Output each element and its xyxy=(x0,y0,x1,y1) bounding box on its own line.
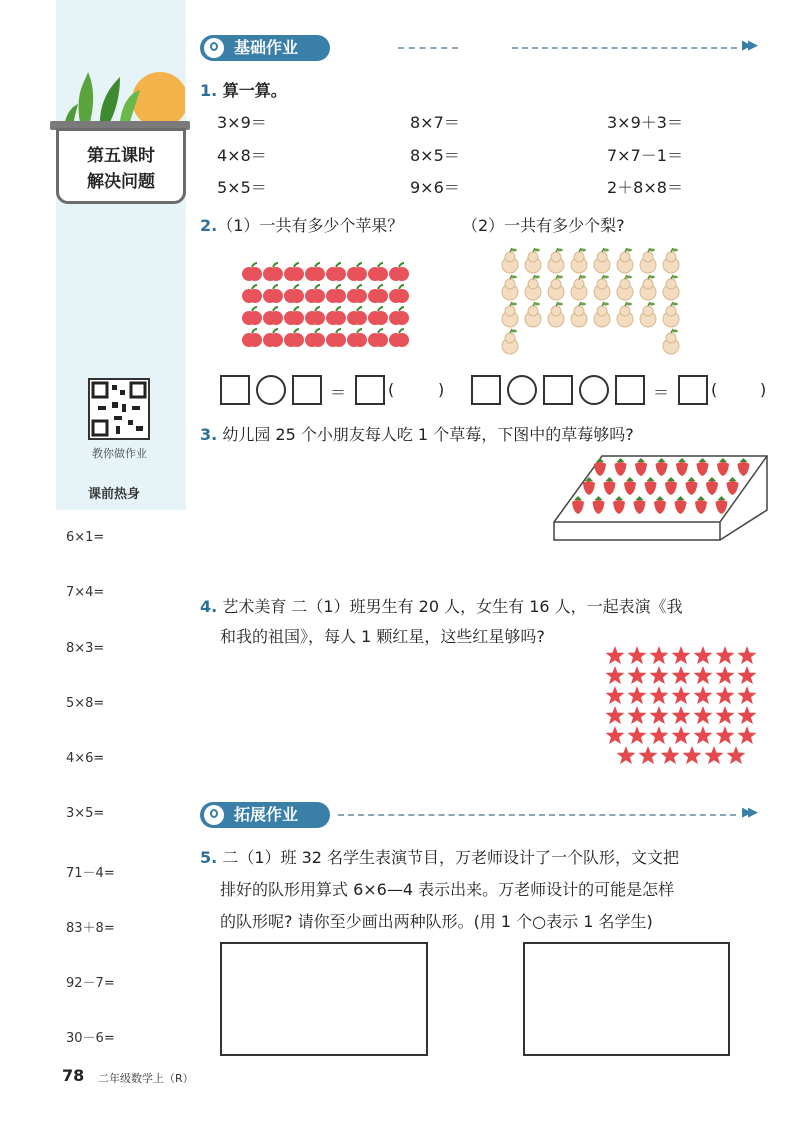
star-icon xyxy=(694,686,713,704)
star-icon xyxy=(716,686,735,704)
pear-icon xyxy=(548,275,564,300)
star-icon xyxy=(716,646,735,664)
apple-icon xyxy=(305,285,325,303)
warmup-item: 7×4= xyxy=(66,585,105,600)
unit-paren-open: ( xyxy=(711,380,718,399)
pear-icon xyxy=(502,248,518,273)
star-icon xyxy=(606,726,625,744)
apple-icon xyxy=(347,263,367,281)
calc-item: 3×9＋3＝ xyxy=(607,113,683,132)
answer-box[interactable] xyxy=(220,375,250,405)
pear-icon xyxy=(502,275,518,300)
star-icon xyxy=(705,746,724,764)
calc-item: 2＋8×8＝ xyxy=(607,178,683,197)
q1-heading xyxy=(200,78,287,101)
star-icon xyxy=(650,706,669,724)
warmup-item: 92－7= xyxy=(66,976,115,991)
star-icon xyxy=(650,726,669,744)
apple-icon xyxy=(326,263,346,281)
apple-icon xyxy=(389,263,409,281)
star-icon xyxy=(716,706,735,724)
q5-line3: 的队形呢? 请你至少画出两种队形。(用 1 个○表示 1 名学生) xyxy=(220,912,653,931)
drawing-area-2[interactable] xyxy=(523,942,730,1056)
qr-code[interactable] xyxy=(88,378,150,440)
pear-icon xyxy=(502,302,518,327)
star-icon xyxy=(606,646,625,664)
star-icon xyxy=(727,746,746,764)
star-icon xyxy=(628,646,647,664)
apple-icon xyxy=(284,307,304,325)
answer-box[interactable] xyxy=(543,375,573,405)
star-icon xyxy=(672,646,691,664)
calc-item: 3×9＝ xyxy=(217,113,267,132)
warmup-item: 5×8= xyxy=(66,696,105,711)
apple-icon xyxy=(305,307,325,325)
operator-circle[interactable] xyxy=(507,375,537,405)
lightbulb-icon xyxy=(204,805,224,825)
star-icon xyxy=(694,726,713,744)
warmup-title: 课前热身 xyxy=(88,487,141,502)
warmup-item: 83＋8= xyxy=(66,921,115,936)
q2-number: 2. xyxy=(200,216,218,235)
apple-icon xyxy=(263,285,283,303)
pear-icon xyxy=(640,248,656,273)
lightbulb-icon xyxy=(204,38,224,58)
lesson-title-line2: 解决问题 xyxy=(87,172,155,192)
apple-icon xyxy=(389,329,409,347)
apple-icon xyxy=(284,285,304,303)
star-icon xyxy=(672,686,691,704)
apple-icon xyxy=(368,285,388,303)
apple-icon xyxy=(326,285,346,303)
plant-illustration xyxy=(60,62,185,124)
star-icon xyxy=(716,666,735,684)
star-icon xyxy=(738,706,757,724)
operator-circle[interactable] xyxy=(579,375,609,405)
star-icon xyxy=(650,666,669,684)
apple-icon xyxy=(305,263,325,281)
qr-caption: 教你做作业 xyxy=(92,447,147,460)
q2-part1-text: （1）一共有多少个苹果？ xyxy=(217,216,404,235)
extended-homework-header xyxy=(200,802,330,828)
pear-icon xyxy=(571,248,587,273)
apple-icon xyxy=(263,263,283,281)
star-icon xyxy=(694,646,713,664)
pear-icon xyxy=(663,248,679,273)
calc-item: 5×5＝ xyxy=(217,178,267,197)
pear-icon xyxy=(617,248,633,273)
unit-paren-open: ( xyxy=(388,380,395,399)
star-icon xyxy=(738,646,757,664)
pear-icon xyxy=(663,275,679,300)
star-icon xyxy=(738,666,757,684)
q1-title: 算一算。 xyxy=(222,81,287,100)
answer-box[interactable] xyxy=(471,375,501,405)
calc-item: 7×7－1＝ xyxy=(607,146,683,165)
q2-part1 xyxy=(200,213,403,236)
divider xyxy=(338,814,736,816)
pear-icon xyxy=(594,275,610,300)
page-number: 78 xyxy=(62,1066,85,1085)
apple-icon xyxy=(242,285,262,303)
star-icon xyxy=(628,706,647,724)
double-arrow-icon: ▶▶ xyxy=(742,38,754,53)
star-icon xyxy=(650,646,669,664)
pear-icon xyxy=(663,302,679,327)
q4-line1 xyxy=(200,594,683,617)
star-icon xyxy=(628,686,647,704)
star-icon xyxy=(606,706,625,724)
divider xyxy=(512,47,737,49)
apple-icon xyxy=(368,329,388,347)
apple-icon xyxy=(326,329,346,347)
apple-icon xyxy=(242,329,262,347)
star-icon xyxy=(683,746,702,764)
pear-icon xyxy=(525,248,541,273)
answer-box[interactable] xyxy=(292,375,322,405)
extended-homework-title: 拓展作业 xyxy=(234,805,299,824)
star-icon xyxy=(738,726,757,744)
drawing-area-1[interactable] xyxy=(220,942,428,1056)
pear-icon xyxy=(640,275,656,300)
operator-circle[interactable] xyxy=(256,375,286,405)
pear-icon xyxy=(640,302,656,327)
q1-number: 1. xyxy=(200,81,218,100)
q3-question xyxy=(200,422,634,445)
strawberry-tray xyxy=(552,452,772,542)
calc-item: 8×5＝ xyxy=(410,146,460,165)
apple-grid xyxy=(242,262,417,354)
apple-icon xyxy=(263,329,283,347)
pear-icon xyxy=(617,275,633,300)
book-title: 二年级数学上（R） xyxy=(98,1072,194,1085)
q3-number: 3. xyxy=(200,425,218,444)
apple-icon xyxy=(284,329,304,347)
star-icon xyxy=(606,686,625,704)
pear-icon xyxy=(548,302,564,327)
star-icon xyxy=(694,706,713,724)
lesson-title-line1: 第五课时 xyxy=(87,146,155,166)
q5-line2: 排好的队形用算式 6×6—4 表示出来。万老师设计的可能是怎样 xyxy=(220,880,675,899)
apple-icon xyxy=(347,329,367,347)
apple-icon xyxy=(305,329,325,347)
unit-paren-close: ) xyxy=(438,380,445,399)
answer-box[interactable] xyxy=(615,375,645,405)
apple-icon xyxy=(263,307,283,325)
warmup-item: 71－4= xyxy=(66,866,115,881)
star-icon xyxy=(606,666,625,684)
q3-text: 幼儿园 25 个小朋友每人吃 1 个草莓，下图中的草莓够吗? xyxy=(222,425,634,444)
pear-icon xyxy=(594,302,610,327)
pear-icon xyxy=(617,302,633,327)
warmup-item: 6×1= xyxy=(66,530,105,545)
q4-text-line1: 艺术美育 二（1）班男生有 20 人，女生有 16 人，一起表演《我 xyxy=(222,597,683,616)
equals-sign: ＝ xyxy=(653,383,670,402)
apple-icon xyxy=(242,263,262,281)
q5-text-line1: 二（1）班 32 名学生表演节目，万老师设计了一个队形，文文把 xyxy=(222,848,680,867)
warmup-item: 3×5= xyxy=(66,806,105,821)
calc-item: 8×7＝ xyxy=(410,113,460,132)
pear-icon xyxy=(525,302,541,327)
q4-line2: 和我的祖国》，每人 1 颗红星，这些红星够吗? xyxy=(220,627,545,646)
warmup-item: 8×3= xyxy=(66,641,105,656)
q5-number: 5. xyxy=(200,848,218,867)
apple-icon xyxy=(347,307,367,325)
qr-code-icon xyxy=(90,380,148,438)
pear-icon xyxy=(571,302,587,327)
pear-grid xyxy=(498,246,698,364)
basic-homework-title: 基础作业 xyxy=(234,38,299,57)
star-icon xyxy=(716,726,735,744)
star-grid xyxy=(603,645,763,767)
apple-icon xyxy=(347,285,367,303)
star-icon xyxy=(639,746,658,764)
pear-icon xyxy=(502,329,518,354)
star-icon xyxy=(672,706,691,724)
double-arrow-icon: ▶▶ xyxy=(742,805,754,820)
star-icon xyxy=(628,726,647,744)
star-icon xyxy=(672,726,691,744)
warmup-item: 30－6= xyxy=(66,1031,115,1046)
answer-box[interactable] xyxy=(355,375,385,405)
pear-icon xyxy=(594,248,610,273)
star-icon xyxy=(628,666,647,684)
star-icon xyxy=(650,686,669,704)
pear-icon xyxy=(525,275,541,300)
unit-paren-close: ) xyxy=(760,380,767,399)
star-icon xyxy=(738,686,757,704)
divider xyxy=(398,47,458,49)
lesson-card xyxy=(56,128,186,204)
warmup-item: 4×6= xyxy=(66,751,105,766)
calc-item: 9×6＝ xyxy=(410,178,460,197)
star-icon xyxy=(694,666,713,684)
q2-part2: （2）一共有多少个梨? xyxy=(462,216,625,235)
answer-box[interactable] xyxy=(678,375,708,405)
equals-sign: ＝ xyxy=(330,383,347,402)
q4-number: 4. xyxy=(200,597,218,616)
apple-icon xyxy=(368,307,388,325)
apple-icon xyxy=(284,263,304,281)
basic-homework-header xyxy=(200,35,330,61)
q5-line1 xyxy=(200,845,679,868)
star-icon xyxy=(661,746,680,764)
pear-icon xyxy=(663,329,679,354)
apple-icon xyxy=(326,307,346,325)
apple-icon xyxy=(242,307,262,325)
apple-icon xyxy=(368,263,388,281)
apple-icon xyxy=(389,307,409,325)
pear-icon xyxy=(571,275,587,300)
star-icon xyxy=(672,666,691,684)
apple-icon xyxy=(389,285,409,303)
star-icon xyxy=(617,746,636,764)
pear-icon xyxy=(548,248,564,273)
calc-item: 4×8＝ xyxy=(217,146,267,165)
